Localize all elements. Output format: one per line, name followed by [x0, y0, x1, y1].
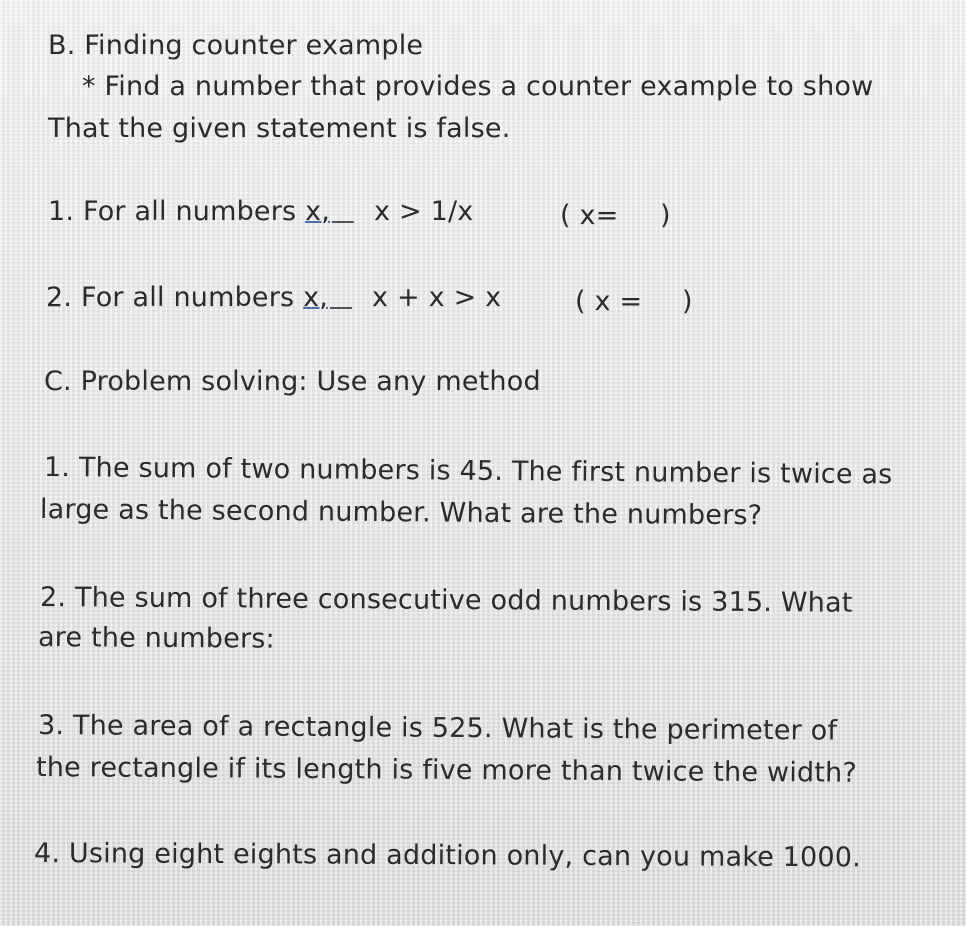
problem-3-line-1: 3. The area of a rectangle is 525. What is the perimeter of [37, 710, 838, 747]
section-b-heading: B. Finding counter example [48, 30, 424, 61]
item-2-answer-open: ( x = [575, 286, 643, 317]
problem-1-line-1: 1. The sum of two numbers is 45. The first number is twice as [43, 452, 893, 491]
problem-4-line-1: 4. Using eight eights and addition only, can you make 1000. [33, 838, 862, 874]
item-2-variable: x, [303, 282, 329, 313]
counter-example-item-1 [48, 196, 473, 227]
item-2-underline [330, 307, 352, 309]
item-1-underline [332, 221, 354, 223]
problem-1-line-2: large as the second number. What are the numbers? [39, 494, 763, 532]
section-b-instruction-line-2: That the given statement is false. [48, 113, 511, 144]
item-1-variable: x, [305, 196, 331, 227]
problem-2-line-1: 2. The sum of three consecutive odd numbers is 315. What [39, 582, 853, 619]
item-2-prefix: 2. For all numbers [46, 282, 304, 313]
item-1-answer-close: ) [660, 200, 671, 231]
item-2-answer-close: ) [682, 286, 693, 317]
item-1-prefix: 1. For all numbers [48, 196, 306, 227]
counter-example-item-2 [46, 282, 501, 313]
item-1-statement: x > 1/x [374, 196, 474, 227]
item-2-statement: x + x > x [372, 282, 502, 313]
problem-2-line-2: are the numbers: [37, 622, 275, 655]
section-b-instruction-line-1: * Find a number that provides a counter example to show [82, 71, 874, 102]
section-c-heading: C. Problem solving: Use any method [44, 366, 541, 397]
item-1-answer-open: ( x= [560, 200, 619, 231]
problem-3-line-2: the rectangle if its length is five more than twice the width? [35, 752, 858, 789]
